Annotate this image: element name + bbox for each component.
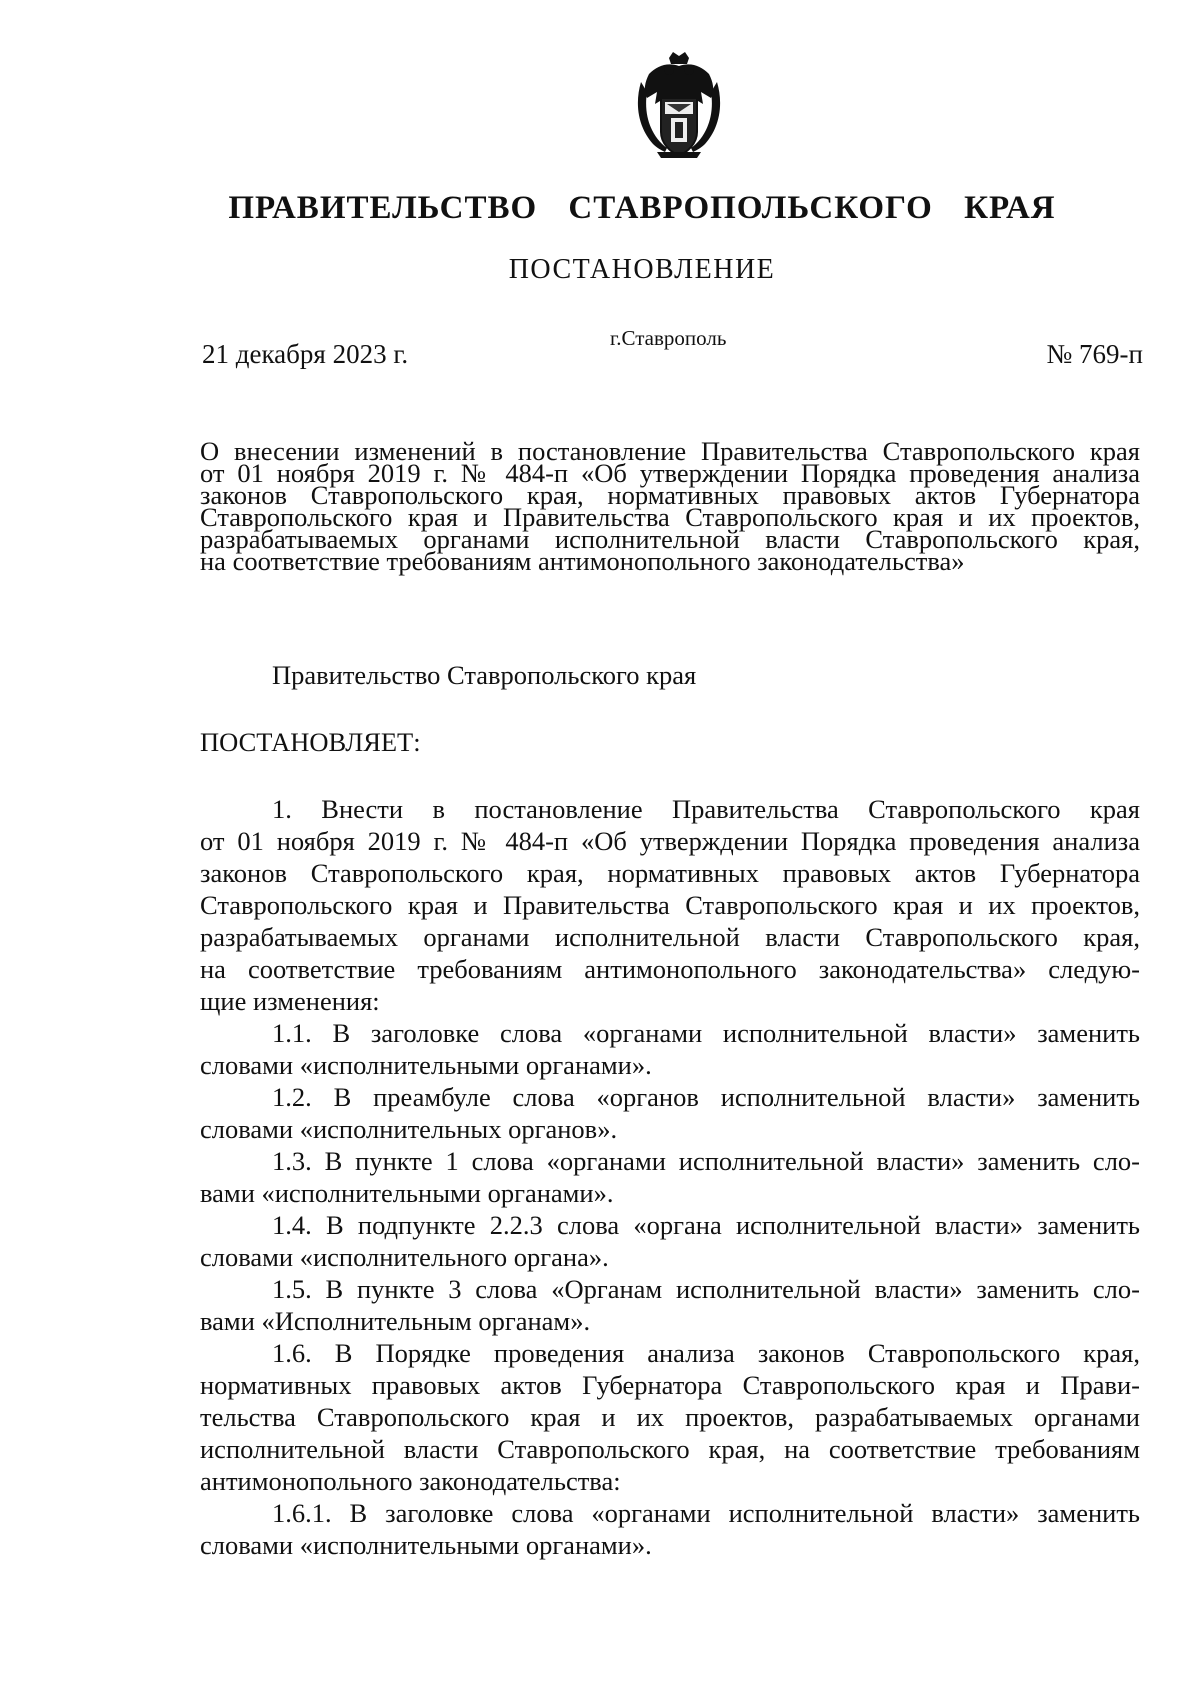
body-line: словами «исполнительными органами». — [200, 1530, 652, 1560]
body-line: словами «исполнительных органов». — [200, 1114, 618, 1144]
body-line: 1.6.1. В заголовке слова «органами исполнительной власти» заменить — [272, 1498, 1140, 1528]
body-line: разрабатываемых органами исполнительной власти Ставропольского края, — [200, 922, 1140, 952]
body-line: щие изменения: — [200, 986, 380, 1016]
government-title: ПРАВИТЕЛЬСТВО СТАВРОПОЛЬСКОГО КРАЯ — [228, 190, 1056, 226]
preamble-resolves: ПОСТАНОВЛЯЕТ: — [200, 727, 421, 757]
document-type: ПОСТАНОВЛЕНИЕ — [508, 254, 776, 285]
body-line: от 01 ноября 2019 г. № 484-п «Об утверждении Порядка проведения анализа — [200, 826, 1140, 856]
body-line: 1.1. В заголовке слова «органами исполнительной власти» заменить — [272, 1018, 1140, 1048]
body-line: вами «Исполнительным органам». — [200, 1306, 591, 1336]
preamble-government: Правительство Ставропольского края — [272, 660, 697, 690]
coat-of-arms-emblem — [631, 52, 727, 160]
body-line: антимонопольного законодательства: — [200, 1466, 621, 1496]
body-line: словами «исполнительными органами». — [200, 1050, 652, 1080]
document-body — [200, 793, 1140, 1561]
body-line: 1.5. В пункте 3 слова «Органам исполнительной власти» заменить сло- — [272, 1274, 1140, 1304]
body-line: 1.2. В преамбуле слова «органов исполнительной власти» заменить — [272, 1082, 1140, 1112]
subject-line: законов Ставропольского края, нормативных правовых актов Губернатора — [200, 480, 1140, 510]
body-line: тельства Ставропольского края и их проектов, разрабатываемых органами — [200, 1402, 1140, 1432]
body-line: нормативных правовых актов Губернатора Ставропольского края и Прави- — [200, 1370, 1140, 1400]
body-line: на соответствие требованиям антимонопольного законодательства» следую- — [200, 954, 1140, 984]
subject-line: О внесении изменений в постановление Правительства Ставропольского края — [200, 436, 1140, 466]
body-line: словами «исполнительного органа». — [200, 1242, 609, 1272]
document-subject — [200, 436, 1140, 576]
document-date: 21 декабря 2023 г. — [202, 339, 409, 369]
document-number: № 769-п — [1046, 339, 1143, 369]
subject-line: разрабатываемых органами исполнительной власти Ставропольского края, — [200, 524, 1140, 554]
body-line: 1.3. В пункте 1 слова «органами исполнительной власти» заменить сло- — [272, 1146, 1140, 1176]
body-line: 1.4. В подпункте 2.2.3 слова «органа исполнительной власти» заменить — [272, 1210, 1140, 1240]
subject-line: от 01 ноября 2019 г. № 484-п «Об утверждении Порядка проведения анализа — [200, 458, 1140, 488]
body-line: законов Ставропольского края, нормативных правовых актов Губернатора — [200, 858, 1140, 888]
subject-line: на соответствие требованиям антимонопольного законодательства» — [200, 546, 965, 576]
subject-line: Ставропольского края и Правительства Ставропольского края и их проектов, — [200, 502, 1140, 532]
document-city: г.Ставрополь — [610, 326, 727, 350]
body-line: 1. Внести в постановление Правительства Ставропольского края — [272, 794, 1140, 824]
body-line: Ставропольского края и Правительства Ставропольского края и их проектов, — [200, 890, 1140, 920]
body-line: вами «исполнительными органами». — [200, 1178, 614, 1208]
body-line: 1.6. В Порядке проведения анализа законов Ставропольского края, — [272, 1338, 1140, 1368]
body-line: исполнительной власти Ставропольского края, на соответствие требованиям — [200, 1434, 1140, 1464]
